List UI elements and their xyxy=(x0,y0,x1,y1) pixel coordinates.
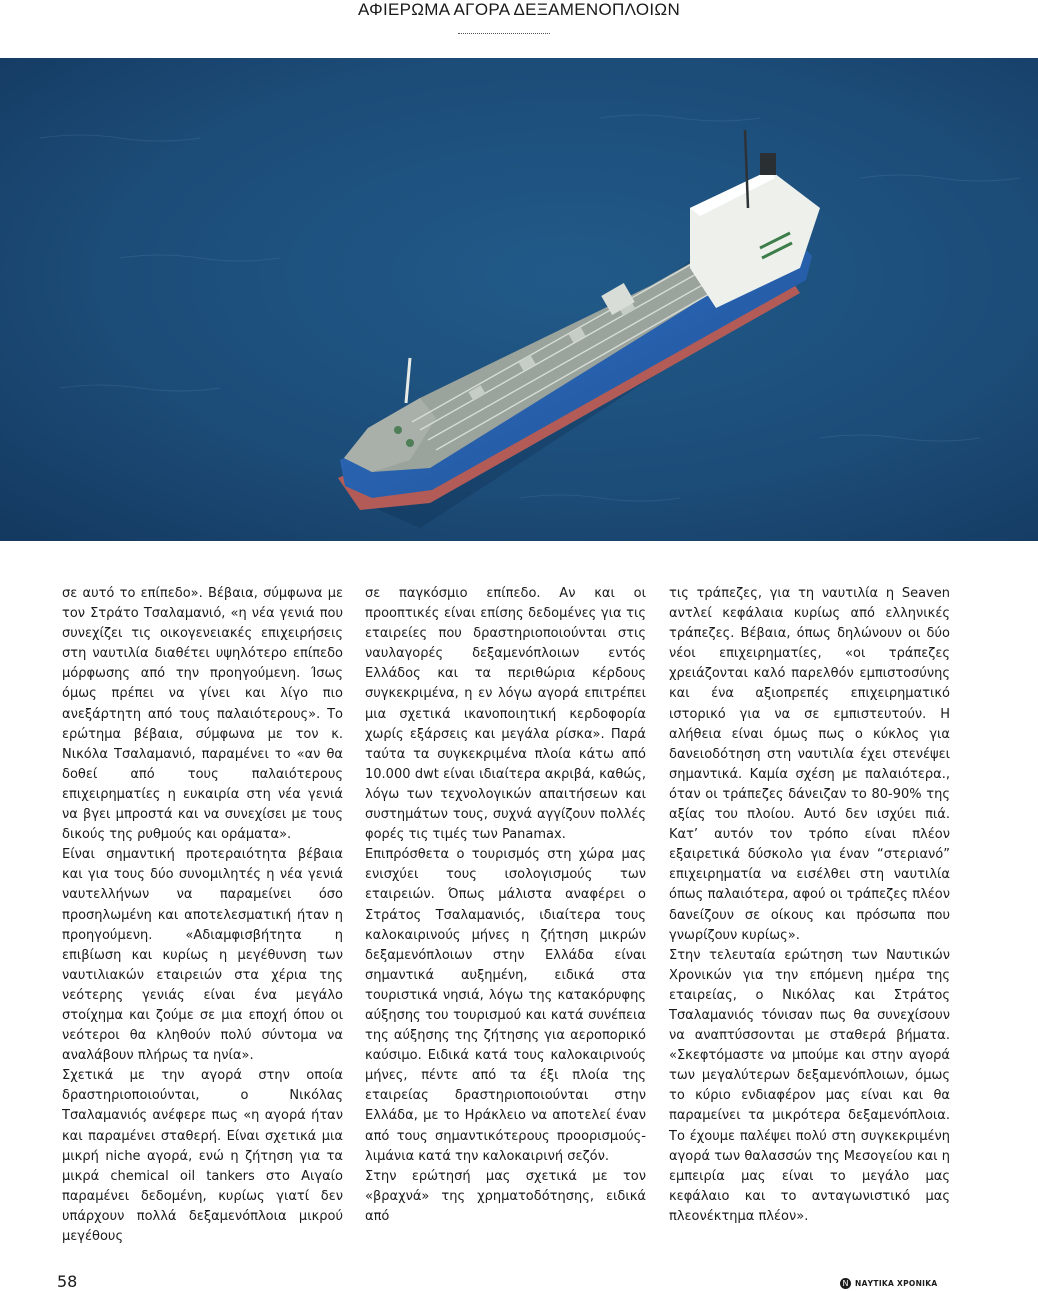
article-column-1 xyxy=(62,584,343,1247)
ship-funnel xyxy=(760,153,776,175)
paragraph: Στην τελευταία ερώτηση των Ναυτικών Χρονικών για την επόμενη ημέρα της εταιρείας, ο Νικόλας και Στράτος Τσαλαμανιός τόνισαν πως θα συνεχίσουν να αναπτύσσονται με σταθερά βήματα. «Σκεφτόμαστε να μπούμε και στην αγορά των μεγαλύτερων δεξαμενόπλοιων, όμως το κύριο ενδιαφέρον μας είναι και θα παραμείνει τα μικρότερα δεξαμενόπλοια. Το έχουμε παλέψει πολύ στη συγκεκριμένη αγορά των θαλασσών της Μεσογείου και η εμπειρία μας είναι το μεγάλο μας κεφάλαιο και το ανταγωνιστικό μας πλεονέκτημα πλέον». xyxy=(669,947,950,1224)
bow-winch-2 xyxy=(406,439,414,447)
bow-winch xyxy=(394,426,402,434)
page-header xyxy=(0,0,1038,58)
paragraph: σε παγκόσμιο επίπεδο. Αν και οι προοπτικές είναι επίσης δεδομένες για τις εταιρείες που δραστηριοποιούνται στις ναυλαγορές δεξαμενόπλοιων εντός Ελλάδος και τα περιθώρια κέρδους συγκεκριμένα, η εν λόγω αγορά επιτρέπει μια σχετικά ικανοποιητική κερδοφορία χωρίς εξάρσεις και μεγάλα ρίσκα». Παρά ταύτα τα συγκεκριμένα πλοία κάτω από 10.000 dwt είναι ιδιαίτερα ακριβά, καθώς, λόγω των τεχνολογικών απαιτήσεων και συστημάτων τους, συχνά αγγίζουν πολλές φορές τις τιμές των Panamax. xyxy=(365,586,646,843)
sea-surface xyxy=(0,58,1038,541)
article-column-3 xyxy=(669,584,950,1227)
paragraph: Είναι σημαντική προτεραιότητα βέβαια και για τους δύο συνομιλητές η νέα γενιά ναυτελλήνων να παραμείνει όσο προσηλωμένη και αποτελεσματική ήταν η προηγούμενη. «Αδιαμφισβήτητα η επιβίωση και κυρίως η μεγέθυνση των ναυτιλιακών εταιρειών στα χέρια της νεότερης γενιάς είναι ένα μεγάλο στοίχημα και ζούμε σε μια εποχή όπου οι νεότεροι θα κληθούν πολύ σύντομα να αναλάβουν πλήρως τα ηνία». xyxy=(62,847,343,1064)
article-column-2 xyxy=(365,584,646,1227)
paragraph: Σχετικά με την αγορά στην οποία δραστηριοποιούνται, ο Νικόλας Τσαλαμανιός ανέφερε πως «η αγορά ήταν και παραμένει σταθερή. Είναι σχετικά μια μικρή niche αγορά, ενώ η ζήτηση για τα μικρά chemical oil tankers στο Αιγαίο παραμένει δεδομένη, κυρίως γιατί δεν υπάρχουν πολλά δεξαμενόπλοια μικρού μεγέθους xyxy=(62,1068,343,1244)
page-number: 58 xyxy=(57,1272,78,1291)
tanker-photo xyxy=(0,58,1038,541)
header-divider xyxy=(458,33,550,34)
brand-logo-icon: Ν xyxy=(840,1278,851,1289)
paragraph: τις τράπεζες, για τη ναυτιλία η Seaven αντλεί κεφάλαια κυρίως από ελληνικές τράπεζες. Βέβαια, όπως δηλώνουν οι δύο νέοι επιχειρηματίες, «οι τράπεζες χρειάζονται καλό παρελθόν εμπιστοσύνης και ένα αξιοπρεπές επιχειρηματικό ιστορικό για να σε εμπιστευτούν. Η αλήθεια είναι όμως πως ο κύκλος για δανειοδότηση στη ναυτιλία έχει στενέψει σημαντικά. Καμία σχέση με παλαιότερα., όταν οι τράπεζες δάνειζαν το 80-90% της αξίας του πλοίου. Αυτό δεν ισχύει πιά. Κατ’ αυτόν τον τρόπο είναι πλέον εξαιρετικά δύσκολο για έναν “στεριανό” επιχειρηματία να εισέλθει στη ναυτιλία όπως παλαιότερα, αφού οι τράπεζες πλέον δανείζουν σε οίκους και πρόσωπα που γνωρίζουν κυρίως». xyxy=(669,586,950,943)
section-title: ΑΦΙΕΡΩΜΑ ΑΓΟΡΑ ΔΕΞΑΜΕΝΟΠΛΟΙΩΝ xyxy=(357,0,681,19)
paragraph: Στην ερώτησή μας σχετικά με τον «βραχνά» της χρηματοδότησης, ειδικά από xyxy=(365,1168,646,1224)
publication-brand xyxy=(840,1276,938,1290)
tanker-image xyxy=(0,58,1038,541)
paragraph: Επιπρόσθετα ο τουρισμός στη χώρα μας ενισχύει τους ισολογισμούς των εταιρειών. Όπως μάλιστα αναφέρει ο Στράτος Τσαλαμανιός, ιδιαίτερα τους καλοκαιρινούς μήνες η ζήτηση μικρών δεξαμενόπλοιων στην Ελλάδα είναι σημαντικά αυξημένη, ειδικά στα τουριστικά νησιά, λόγω της κατακόρυφης αύξησης του τουρισμού και κατά συνέπεια της αύξησης της ζήτησης για αεροπορικό καύσιμο. Ειδικά κατά τους καλοκαιρινούς μήνες, πέντε από τα έξι πλοία της εταιρείας δραστηριοποιούνται στην Ελλάδα, με το Ηράκλειο να αποτελεί έναν από τους σημαντικότερους προορισμούς-λιμάνια κατά την καλοκαιρινή σεζόν. xyxy=(365,847,646,1164)
brand-name: ΝΑΥΤΙΚΑ ΧΡΟΝΙΚΑ xyxy=(855,1278,938,1288)
paragraph: σε αυτό το επίπεδο». Βέβαια, σύμφωνα με τον Στράτο Τσαλαμανιό, «η νέα γενιά που συνεχίζει τις οικογενειακές επιχειρήσεις στη ναυτιλία διαθέτει υψηλότερο επίπεδο μόρφωσης από την προηγούμενη. Ίσως όμως πρέπει να γίνει και λίγο πιο ανεξάρτητη από τους παλαιότερους». Το ερώτημα βέβαια, σύμφωνα με τον κ. Νικόλα Τσαλαμανιό, παραμένει το «αν θα δοθεί από τους παλαιότερους επιχειρηματίες η ευκαιρία στη νέα γενιά να βγει μπροστά και να συνεχίσει με τους δικούς της ρυθμούς και οράματα». xyxy=(62,586,343,843)
